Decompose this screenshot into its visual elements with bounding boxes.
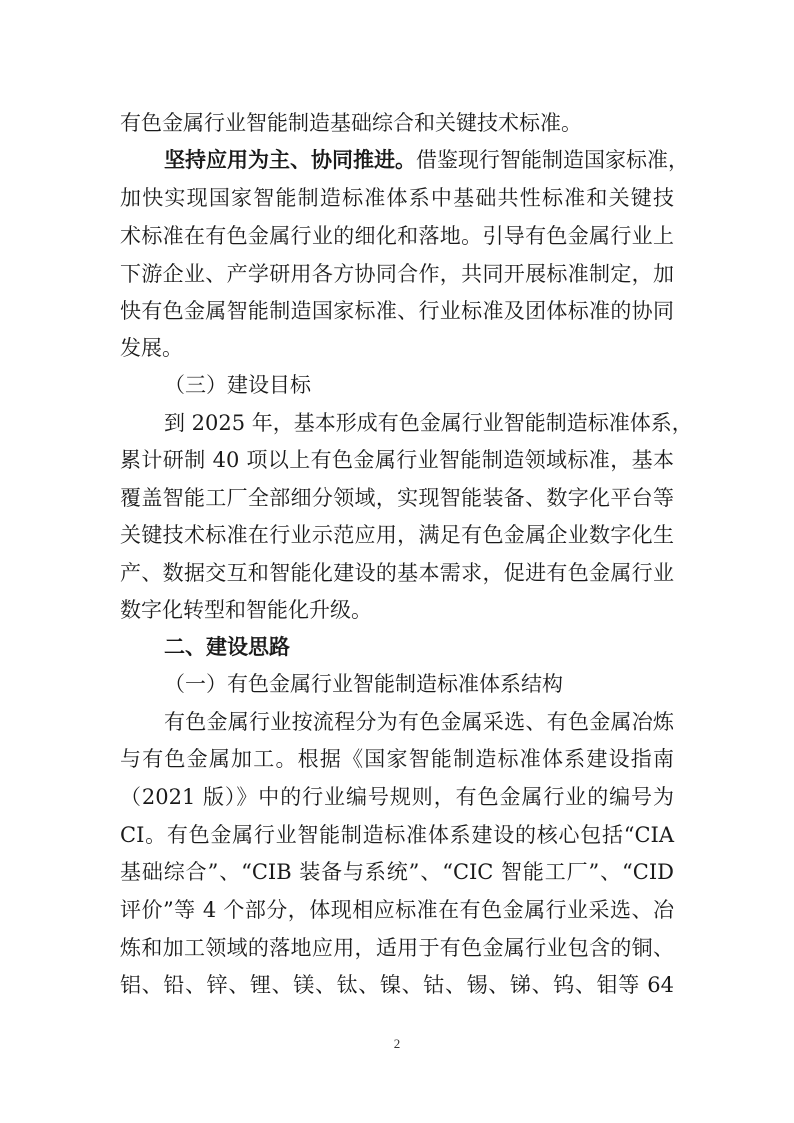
paragraph-line: 加快实现国家智能制造标准体系中基础共性标准和关键技	[120, 186, 674, 210]
subsection-heading: （一）有色金属行业智能制造标准体系结构	[164, 672, 563, 696]
paragraph-line: 快有色金属智能制造国家标准、行业标准及团体标准的协同	[120, 299, 674, 323]
subsection-heading: （三）建设目标	[164, 373, 311, 397]
paragraph-line: 下游企业、产学研用各方协同合作，共同开展标准制定，加	[120, 262, 674, 286]
paragraph-line: 覆盖智能工厂全部细分领域，实现智能装备、数字化平台等	[120, 486, 674, 510]
paragraph-line: 数字化转型和智能化升级。	[120, 598, 372, 622]
paragraph-line: 有色金属行业按流程分为有色金属采选、有色金属冶炼	[164, 710, 674, 734]
paragraph-line: 与有色金属加工。根据《国家智能制造标准体系建设指南	[120, 747, 674, 771]
bold-lead-text: 坚持应用为主、协同推进。	[164, 148, 416, 172]
paragraph-line: CI。有色金属行业智能制造标准体系建设的核心包括“CIA	[120, 823, 674, 847]
paragraph-text: 借鉴现行智能制造国家标准，	[416, 148, 689, 172]
paragraph-line: （2021 版）》中的行业编号规则，有色金属行业的编号为	[120, 785, 674, 809]
paragraph-line: 关键技术标准在行业示范应用，满足有色金属企业数字化生	[120, 523, 674, 547]
paragraph-line: 发展。	[120, 336, 183, 360]
section-heading: 二、建设思路	[164, 635, 290, 659]
paragraph-line: 评价”等 4 个部分，体现相应标准在有色金属行业采选、冶	[120, 898, 674, 922]
paragraph-line: 累计研制 40 项以上有色金属行业智能制造领域标准，基本	[120, 448, 674, 472]
paragraph-line: 炼和加工领域的落地应用，适用于有色金属行业包含的铜、	[120, 936, 674, 960]
paragraph-line: 有色金属行业智能制造基础综合和关键技术标准。	[120, 111, 582, 135]
paragraph-line: 术标准在有色金属行业的细化和落地。引导有色金属行业上	[120, 224, 674, 248]
paragraph-line: 产、数据交互和智能化建设的基本需求，促进有色金属行业	[120, 561, 674, 585]
paragraph-line: 到 2025 年，基本形成有色金属行业智能制造标准体系，	[164, 411, 693, 435]
paragraph-line: 铝、铅、锌、锂、镁、钛、镍、钴、锡、锑、钨、钼等 64	[120, 973, 674, 997]
paragraph-line	[164, 145, 689, 175]
paragraph-line: 基础综合”、“CIB 装备与系统”、“CIC 智能工厂”、“CID	[120, 860, 674, 884]
page-number: 2	[393, 1036, 401, 1051]
